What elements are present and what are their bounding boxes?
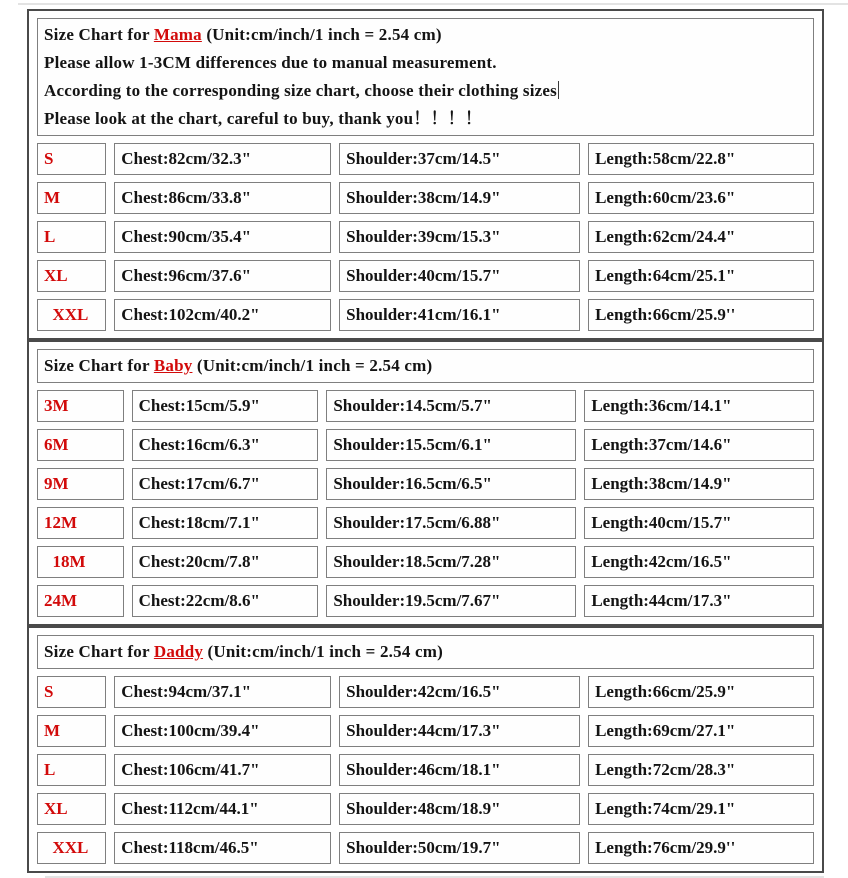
chest-cell: Chest:20cm/7.8" (132, 546, 319, 578)
table-row (37, 793, 814, 825)
baby-link[interactable]: Baby (153, 356, 193, 375)
size-cell: 6M (37, 429, 124, 461)
daddy-title (44, 638, 807, 666)
daddy-size-table (29, 628, 822, 871)
size-cell: 24M (37, 585, 124, 617)
chest-cell: Chest:18cm/7.1" (132, 507, 319, 539)
note-choose-size: According to the corresponding size chart, choose their clothing sizes (44, 81, 557, 100)
size-cell: 12M (37, 507, 124, 539)
size-cell: L (37, 754, 106, 786)
length-cell: Length:62cm/24.4" (588, 221, 814, 253)
section-mama (27, 9, 824, 340)
title-prefix: Size Chart for (44, 642, 154, 661)
table-row (37, 429, 814, 461)
table-row (37, 585, 814, 617)
size-cell: 3M (37, 390, 124, 422)
table-row (37, 468, 814, 500)
table-row (37, 754, 814, 786)
table-header-row (37, 635, 814, 669)
length-cell: Length:44cm/17.3" (584, 585, 814, 617)
size-cell: S (37, 143, 106, 175)
note-measurement: Please allow 1-3CM differences due to manual measurement. (44, 53, 497, 72)
table-row (37, 832, 814, 864)
section-daddy (27, 626, 824, 873)
title-suffix: (Unit:cm/inch/1 inch = 2.54 cm) (192, 356, 433, 375)
table-row (37, 182, 814, 214)
length-cell: Length:76cm/29.9'' (588, 832, 814, 864)
text-cursor (558, 81, 559, 99)
shoulder-cell: Shoulder:44cm/17.3" (339, 715, 580, 747)
length-cell: Length:60cm/23.6" (588, 182, 814, 214)
size-cell: XXL (37, 832, 106, 864)
length-cell: Length:42cm/16.5" (584, 546, 814, 578)
length-cell: Length:40cm/15.7" (584, 507, 814, 539)
length-cell: Length:37cm/14.6" (584, 429, 814, 461)
mama-link[interactable]: Mama (153, 25, 202, 44)
length-cell: Length:66cm/25.9" (588, 676, 814, 708)
mama-size-table (29, 11, 822, 338)
title-suffix: (Unit:cm/inch/1 inch = 2.54 cm) (203, 642, 443, 661)
shoulder-cell: Shoulder:38cm/14.9" (339, 182, 580, 214)
shoulder-cell: Shoulder:17.5cm/6.88" (326, 507, 576, 539)
size-cell: XXL (37, 299, 106, 331)
size-cell: XL (37, 793, 106, 825)
length-cell: Length:58cm/22.8" (588, 143, 814, 175)
daddy-link[interactable]: Daddy (153, 642, 204, 661)
chest-cell: Chest:16cm/6.3" (132, 429, 319, 461)
table-row (37, 676, 814, 708)
table-row (37, 715, 814, 747)
shoulder-cell: Shoulder:14.5cm/5.7" (326, 390, 576, 422)
table-row (37, 507, 814, 539)
mama-title (44, 21, 807, 49)
title-prefix: Size Chart for (44, 356, 154, 375)
chest-cell: Chest:15cm/5.9" (132, 390, 319, 422)
chest-cell: Chest:100cm/39.4" (114, 715, 331, 747)
length-cell: Length:69cm/27.1" (588, 715, 814, 747)
table-row (37, 143, 814, 175)
shoulder-cell: Shoulder:19.5cm/7.67" (326, 585, 576, 617)
chest-cell: Chest:96cm/37.6" (114, 260, 331, 292)
table-row (37, 546, 814, 578)
chest-cell: Chest:112cm/44.1" (114, 793, 331, 825)
shoulder-cell: Shoulder:37cm/14.5" (339, 143, 580, 175)
chest-cell: Chest:118cm/46.5" (114, 832, 331, 864)
size-cell: 9M (37, 468, 124, 500)
length-cell: Length:66cm/25.9'' (588, 299, 814, 331)
baby-title (44, 352, 807, 380)
shoulder-cell: Shoulder:42cm/16.5" (339, 676, 580, 708)
section-baby (27, 340, 824, 626)
length-cell: Length:64cm/25.1" (588, 260, 814, 292)
length-cell: Length:36cm/14.1" (584, 390, 814, 422)
shoulder-cell: Shoulder:15.5cm/6.1" (326, 429, 576, 461)
chest-cell: Chest:86cm/33.8" (114, 182, 331, 214)
length-cell: Length:74cm/29.1" (588, 793, 814, 825)
chest-cell: Chest:82cm/32.3" (114, 143, 331, 175)
page-top-divider (18, 3, 848, 5)
table-header-row (37, 18, 814, 136)
chest-cell: Chest:102cm/40.2" (114, 299, 331, 331)
size-cell: M (37, 715, 106, 747)
table-header-row (37, 349, 814, 383)
title-suffix: (Unit:cm/inch/1 inch = 2.54 cm) (201, 25, 442, 44)
mama-header-cell (37, 18, 814, 136)
table-row (37, 299, 814, 331)
length-cell: Length:72cm/28.3" (588, 754, 814, 786)
chest-cell: Chest:17cm/6.7" (132, 468, 319, 500)
size-cell: XL (37, 260, 106, 292)
table-row (37, 221, 814, 253)
length-cell: Length:38cm/14.9" (584, 468, 814, 500)
chest-cell: Chest:94cm/37.1" (114, 676, 331, 708)
shoulder-cell: Shoulder:41cm/16.1" (339, 299, 580, 331)
size-cell: M (37, 182, 106, 214)
baby-size-table (29, 342, 822, 624)
chest-cell: Chest:90cm/35.4" (114, 221, 331, 253)
table-row (37, 390, 814, 422)
shoulder-cell: Shoulder:16.5cm/6.5" (326, 468, 576, 500)
daddy-header-cell (37, 635, 814, 669)
shoulder-cell: Shoulder:18.5cm/7.28" (326, 546, 576, 578)
shoulder-cell: Shoulder:46cm/18.1" (339, 754, 580, 786)
size-chart-page (0, 9, 848, 878)
size-cell: L (37, 221, 106, 253)
shoulder-cell: Shoulder:40cm/15.7" (339, 260, 580, 292)
chest-cell: Chest:22cm/8.6" (132, 585, 319, 617)
size-cell: 18M (37, 546, 124, 578)
shoulder-cell: Shoulder:50cm/19.7" (339, 832, 580, 864)
note-thank-you: Please look at the chart, careful to buy, thank you！！！！ (44, 109, 483, 128)
chest-cell: Chest:106cm/41.7" (114, 754, 331, 786)
size-cell: S (37, 676, 106, 708)
shoulder-cell: Shoulder:39cm/15.3" (339, 221, 580, 253)
baby-header-cell (37, 349, 814, 383)
shoulder-cell: Shoulder:48cm/18.9" (339, 793, 580, 825)
table-row (37, 260, 814, 292)
title-prefix: Size Chart for (44, 25, 154, 44)
